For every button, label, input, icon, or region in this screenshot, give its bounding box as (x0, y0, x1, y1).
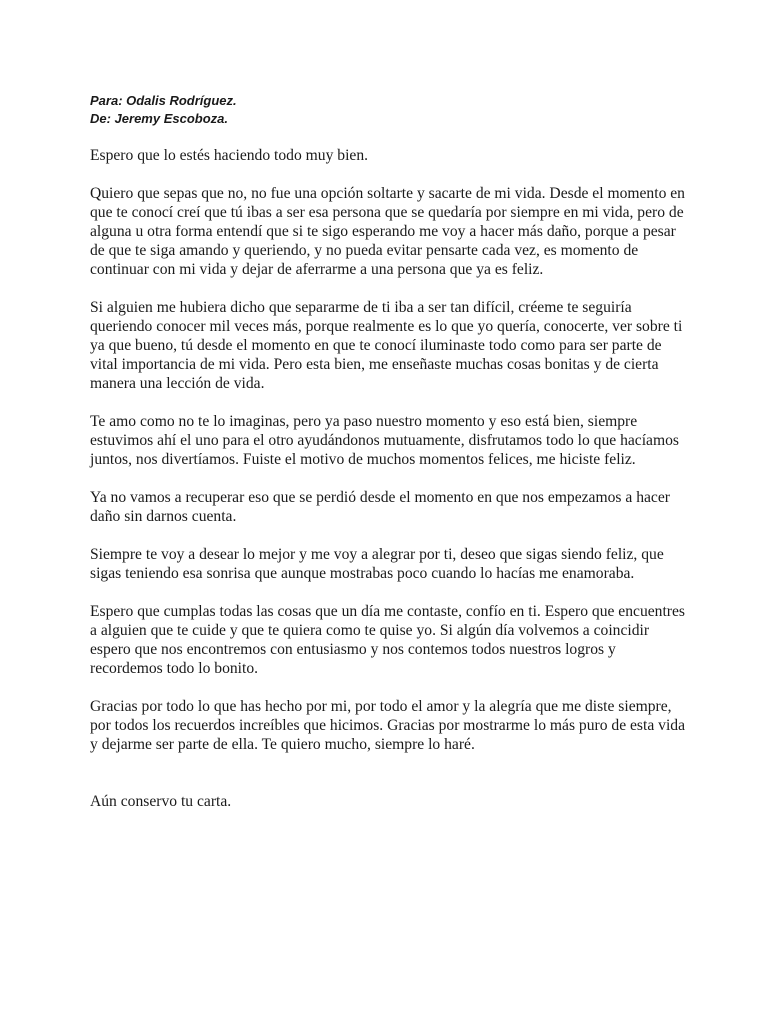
paragraph: Te amo como no te lo imaginas, pero ya paso nuestro momento y eso está bien, siempre estuvimos ahí el uno para el otro ayudándonos mutuamente, disfrutamos todo lo que hacíamos juntos, nos divertíamos. Fuiste el motivo de muchos momentos felices, me hiciste feliz. (90, 413, 679, 468)
paragraph: Si alguien me hubiera dicho que separarme de ti iba a ser tan difícil, créeme te seguiría queriendo conocer mil veces más, porque realmente es lo que yo quería, conocerte, ver sobre ti ya que bueno, tú desde el momento en que te conocí iluminaste todo como para ser parte de vital importancia de mi vida. Pero esta bien, me enseñaste muchas cosas bonitas y de cierta manera una lección de vida. (90, 299, 683, 392)
paragraph: Espero que cumplas todas las cosas que un día me contaste, confío en ti. Espero que encuentres a alguien que te cuide y que te quiera como te quise yo. Si algún día volvemos a coincidir espero que nos encontremos con entusiasmo y nos contemos todos nuestros logros y recordemos todo lo bonito. (90, 603, 685, 677)
paragraph: Quiero que sepas que no, no fue una opción soltarte y sacarte de mi vida. Desde el momento en que te conocí creí que tú ibas a ser esa persona que se quedaría por siempre en mi vida, pero de alguna u otra forma entendí que si te sigo esperando me voy a hacer más daño, porque a pesar de que te siga amando y queriendo, y no pueda evitar pensarte cada vez, es momento de continuar con mi vida y dejar de aferrarme a una persona que ya es feliz. (90, 185, 685, 278)
closing-line: Aún conservo tu carta. (90, 793, 232, 810)
sender-line: De: Jeremy Escoboza. (90, 111, 229, 126)
recipient-line: Para: Odalis Rodríguez. (90, 93, 237, 108)
paragraph: Gracias por todo lo que has hecho por mi, por todo el amor y la alegría que me diste siempre, por todos los recuerdos increíbles que hicimos. Gracias por mostrarme lo más puro de esta vida y dejarme ser parte de ella. Te quiero mucho, siempre lo haré. (90, 698, 685, 753)
letter-page (90, 92, 690, 811)
paragraph: Ya no vamos a recuperar eso que se perdió desde el momento en que nos empezamos a hacer daño sin darnos cuenta. (90, 489, 670, 525)
greeting: Espero que lo estés haciendo todo muy bien. (90, 147, 369, 164)
paragraph: Siempre te voy a desear lo mejor y me voy a alegrar por ti, deseo que sigas siendo feliz, que sigas teniendo esa sonrisa que aunque mostrabas poco cuando lo hacías me enamoraba. (90, 546, 664, 582)
